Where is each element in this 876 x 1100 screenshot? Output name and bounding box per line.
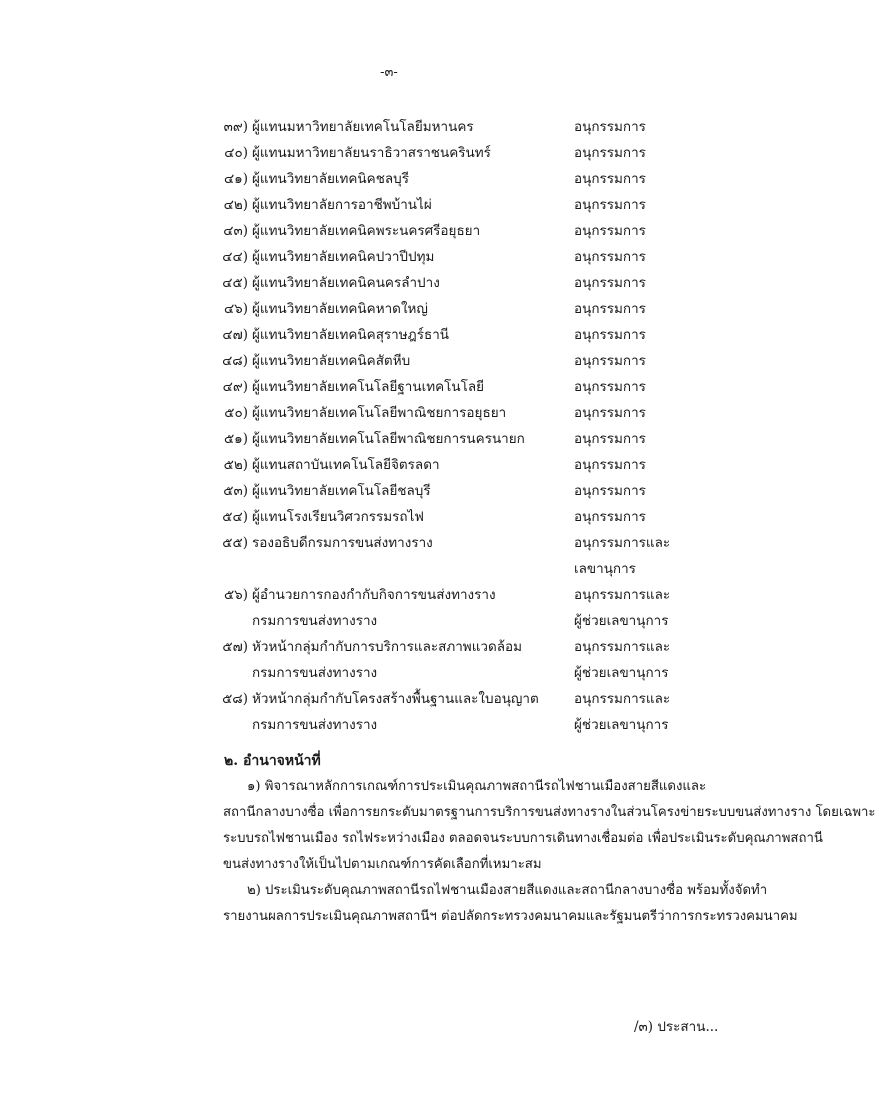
section-heading: ๒. อำนาจหน้าที่ (224, 753, 321, 769)
member-number: ๕๖) (223, 587, 248, 603)
member-name: ผู้แทนวิทยาลัยเทคนิคหาดใหญ่ (252, 301, 428, 317)
member-name: รองอธิบดีกรมการขนส่งทางราง (252, 535, 433, 551)
member-row (0, 374, 778, 400)
member-name: ผู้แทนวิทยาลัยเทคนิคชลบุรี (252, 171, 409, 187)
member-number: ๔๙) (222, 379, 248, 395)
member-name: กรมการขนส่งทางราง (252, 613, 378, 629)
member-role: อนุกรรมการ (574, 405, 646, 421)
member-row (0, 322, 778, 348)
member-name: ผู้แทนมหาวิทยาลัยนราธิวาสราชนครินทร์ (252, 145, 491, 161)
committee-member-list (0, 114, 778, 738)
member-number: ๕๓) (223, 483, 248, 499)
member-name: ผู้แทนวิทยาลัยเทคนิคพระนครศรีอยุธยา (252, 223, 481, 239)
member-number: ๔๑) (223, 171, 248, 187)
member-name: ผู้แทนวิทยาลัยเทคนิคสุราษฎร์ธานี (252, 327, 450, 343)
member-row (0, 582, 778, 608)
member-row-continuation (0, 660, 778, 686)
member-role: อนุกรรมการ (574, 249, 646, 265)
member-row (0, 686, 778, 712)
member-row (0, 192, 778, 218)
member-row (0, 166, 778, 192)
member-name: หัวหน้ากลุ่มกำกับการบริการและสภาพแวดล้อม (252, 639, 523, 655)
member-number: ๕๘) (222, 691, 248, 707)
member-row (0, 140, 778, 166)
duty-1-line: สถานีกลางบางซื่อ เพื่อการยกระดับมาตรฐานการบริการขนส่งทางรางในส่วนโครงข่ายระบบขนส่งทางราง โดยเฉพาะ (223, 805, 876, 820)
duty-2-line: รายงานผลการประเมินคุณภาพสถานีฯ ต่อปลัดกระทรวงคมนาคมและรัฐมนตรีว่าการกระทรวงคมนาคม (223, 909, 798, 924)
member-role: อนุกรรมการและ (574, 587, 671, 603)
member-role: อนุกรรมการและ (574, 691, 671, 707)
member-role: อนุกรรมการ (574, 275, 646, 291)
member-name: ผู้แทนวิทยาลัยเทคนิคปวาปีปทุม (252, 249, 435, 265)
member-name: กรมการขนส่งทางราง (252, 665, 378, 681)
member-role: อนุกรรมการ (574, 223, 646, 239)
member-row (0, 114, 778, 140)
member-role: อนุกรรมการ (574, 301, 646, 317)
continuation-note: /๓) ประสาน... (634, 1019, 719, 1035)
member-row-continuation (0, 556, 778, 582)
member-name: ผู้แทนวิทยาลัยเทคนิคสัตหีบ (252, 353, 411, 369)
member-name: ผู้แทนสถาบันเทคโนโลยีจิตรลดา (252, 457, 440, 473)
member-role: อนุกรรมการ (574, 353, 646, 369)
member-number: ๕๔) (222, 509, 248, 525)
member-number: ๔๐) (224, 145, 248, 161)
member-role: อนุกรรมการ (574, 327, 646, 343)
member-row-continuation (0, 712, 778, 738)
duty-1-line: ๑) พิจารณาหลักการเกณฑ์การประเมินคุณภาพสถานีรถไฟชานเมืองสายสีแดงและ (247, 779, 707, 794)
duty-1-line: ระบบรถไฟชานเมือง รถไฟระหว่างเมือง ตลอดจนระบบการเดินทางเชื่อมต่อ เพื่อประเมินระดับคุณภาพสถานี (223, 831, 823, 846)
member-role: อนุกรรมการ (574, 197, 646, 213)
member-name: ผู้แทนวิทยาลัยเทคโนโลยีพาณิชยการนครนายก (252, 431, 525, 447)
page-number: -๓- (380, 65, 398, 80)
member-role: อนุกรรมการ (574, 509, 646, 525)
member-name: ผู้แทนมหาวิทยาลัยเทคโนโลยีมหานคร (252, 119, 474, 135)
member-row (0, 634, 778, 660)
member-row (0, 426, 778, 452)
member-row (0, 400, 778, 426)
member-role: อนุกรรมการ (574, 119, 646, 135)
member-number: ๔๖) (223, 301, 248, 317)
member-row (0, 348, 778, 374)
member-role: อนุกรรมการและ (574, 535, 671, 551)
member-name: ผู้แทนโรงเรียนวิศวกรรมรถไฟ (252, 509, 424, 525)
member-role: อนุกรรมการ (574, 171, 646, 187)
member-role: อนุกรรมการ (574, 431, 646, 447)
duty-1-line: ขนส่งทางรางให้เป็นไปตามเกณฑ์การคัดเลือกที่เหมาะสม (223, 857, 542, 872)
member-number: ๔๒) (223, 197, 248, 213)
member-role: อนุกรรมการ (574, 457, 646, 473)
member-row (0, 244, 778, 270)
member-number: ๕๐) (224, 405, 248, 421)
member-name: ผู้แทนวิทยาลัยเทคโนโลยีฐานเทคโนโลยี (252, 379, 485, 395)
member-name: กรมการขนส่งทางราง (252, 717, 378, 733)
member-number: ๔๘) (222, 353, 248, 369)
member-row (0, 504, 778, 530)
member-role: อนุกรรมการ (574, 483, 646, 499)
member-role: อนุกรรมการ (574, 145, 646, 161)
member-number: ๔๗) (222, 327, 248, 343)
member-number: ๔๔) (222, 249, 248, 265)
member-row-continuation (0, 608, 778, 634)
member-row (0, 218, 778, 244)
member-row (0, 530, 778, 556)
member-number: ๕๑) (223, 431, 248, 447)
member-role: เลขานุการ (574, 561, 636, 577)
member-name: ผู้อำนวยการกองกำกับกิจการขนส่งทางราง (252, 587, 496, 603)
member-name: ผู้แทนวิทยาลัยเทคโนโลยีพาณิชยการอยุธยา (252, 405, 507, 421)
member-name: ผู้แทนวิทยาลัยการอาชีพบ้านไผ่ (252, 197, 432, 213)
member-name: ผู้แทนวิทยาลัยเทคโนโลยีชลบุรี (252, 483, 431, 499)
member-row (0, 478, 778, 504)
member-role: ผู้ช่วยเลขานุการ (574, 717, 669, 733)
member-number: ๕๕) (222, 535, 248, 551)
member-role: ผู้ช่วยเลขานุการ (574, 665, 669, 681)
member-role: อนุกรรมการและ (574, 639, 671, 655)
member-row (0, 270, 778, 296)
member-name: หัวหน้ากลุ่มกำกับโครงสร้างพื้นฐานและใบอนุญาต (252, 691, 539, 707)
member-number: ๔๕) (222, 275, 248, 291)
member-number: ๕๒) (223, 457, 248, 473)
member-row (0, 452, 778, 478)
member-number: ๓๙) (223, 119, 248, 135)
duty-2-line: ๒) ประเมินระดับคุณภาพสถานีรถไฟชานเมืองสายสีแดงและสถานีกลางบางซื่อ พร้อมทั้งจัดทำ (247, 883, 768, 898)
member-number: ๕๗) (222, 639, 248, 655)
member-row (0, 296, 778, 322)
member-name: ผู้แทนวิทยาลัยเทคนิคนครลำปาง (252, 275, 440, 291)
member-number: ๔๓) (223, 223, 248, 239)
member-role: อนุกรรมการ (574, 379, 646, 395)
member-role: ผู้ช่วยเลขานุการ (574, 613, 669, 629)
